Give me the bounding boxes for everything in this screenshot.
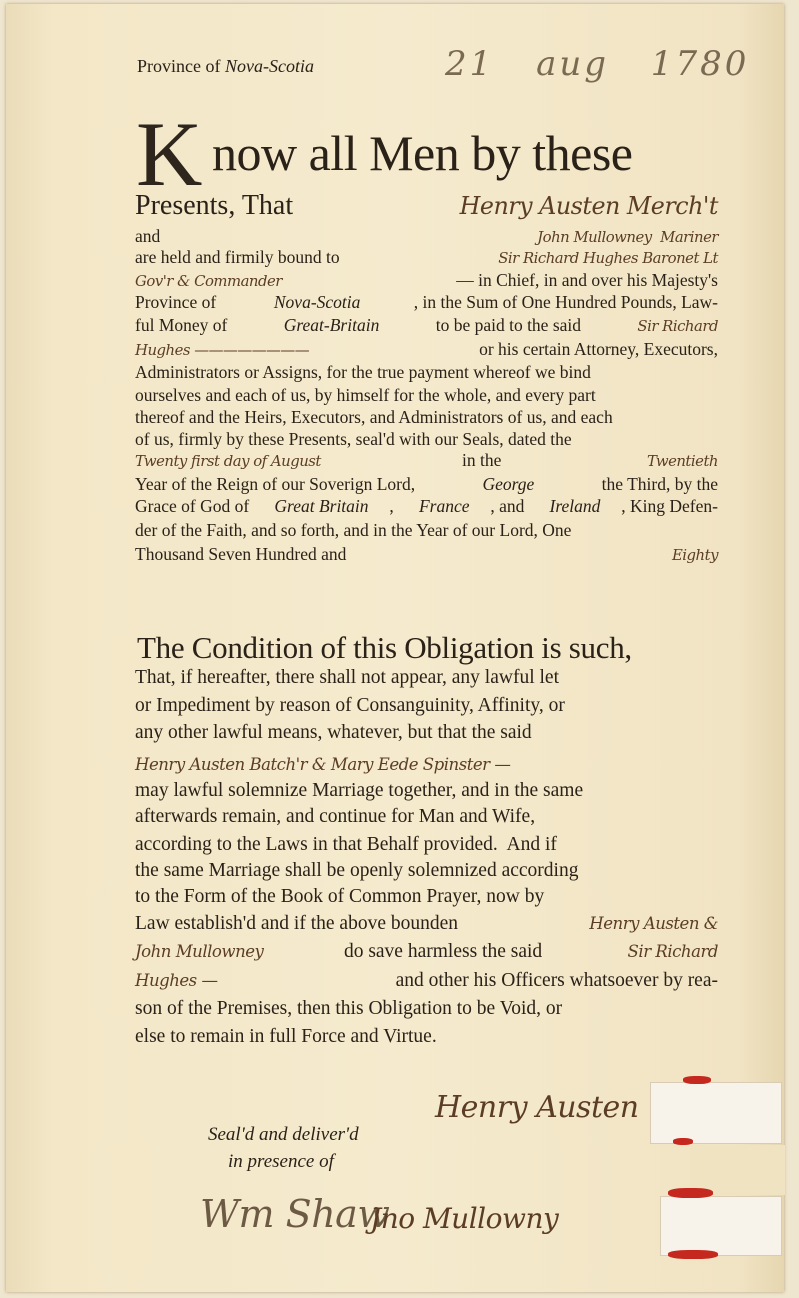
condition-heading: The Condition of this Obligation is such, [137, 630, 632, 665]
title-initial: K [136, 103, 203, 205]
printed-text: , King Defen- [621, 496, 718, 516]
handwritten-entry: Twenty first day of August [135, 452, 321, 470]
handwritten-entry: John Mullowney Mariner [537, 228, 718, 246]
printed-text: any other lawful means, whatever, but that the said [135, 722, 532, 743]
text-line [135, 292, 718, 313]
printed-text: the same Marriage shall be openly solemnized according [135, 860, 579, 881]
handwritten-entry: Eighty [671, 546, 718, 564]
province-header [137, 56, 314, 77]
text-line [135, 270, 718, 291]
printed-text: are held and firmily bound to [135, 247, 340, 267]
text-line [135, 755, 718, 774]
text-line [135, 806, 718, 828]
handwritten-entry: Hughes ———————— [135, 341, 310, 359]
handwritten-entry: Twentieth [646, 452, 718, 470]
printed-text: Thousand Seven Hundred and [135, 544, 351, 564]
printed-text: — in Chief, in and over his Majesty's [456, 270, 718, 290]
printed-text: do save harmless the said [343, 941, 548, 962]
printed-text: , [389, 496, 399, 516]
printed-text: and [135, 226, 165, 246]
handwritten-entry: Sir Richard [627, 942, 718, 961]
text-line [135, 339, 718, 360]
printed-text: of us, firmly by these Presents, seal'd with our Seals, dated the [135, 429, 572, 449]
text-line [135, 226, 718, 247]
text-line [135, 450, 718, 471]
handwritten-entry: Henry Austen & [589, 914, 718, 933]
printed-text: afterwards remain, and continue for Man and Wife, [135, 806, 536, 827]
handwritten-entry: Gov'r & Commander [135, 272, 282, 290]
signature-john-mullowny: Jno Mullowny [370, 1202, 559, 1235]
text-line [135, 496, 718, 517]
printed-text: Province of [135, 292, 221, 312]
text-line [135, 315, 718, 336]
text-line [135, 247, 718, 268]
signature-henry-austen: Henry Austen [435, 1090, 639, 1125]
italic-text: Ireland [549, 496, 601, 516]
printed-text: Administrators or Assigns, for the true payment whereof we bind [135, 362, 591, 382]
text-line [135, 834, 718, 856]
printed-text: in the [462, 450, 506, 470]
italic-text: George [482, 474, 535, 494]
italic-text: Nova-Scotia [273, 292, 361, 312]
text-line [135, 886, 718, 908]
sealed-delivered-label: Seal'd and deliver'd [208, 1124, 359, 1145]
handwritten-entry: Sir Richard [637, 317, 718, 335]
text-line [135, 544, 718, 565]
handwritten-entry: Henry Austen Merch't [459, 192, 718, 220]
witness-signature: Wm Shaw [200, 1192, 390, 1236]
text-line [135, 860, 718, 882]
printed-text: That, if hereafter, there shall not appear, any lawful let [135, 667, 559, 688]
province-name: Nova-Scotia [224, 56, 314, 76]
text-line [135, 970, 718, 992]
text-line [135, 1026, 718, 1048]
printed-text: and other his Officers whatsoever by rea- [395, 970, 718, 991]
text-line [135, 385, 718, 406]
text-line [135, 190, 718, 222]
printed-text: ful Money of [135, 315, 232, 335]
date-annotation: 21 aug 1780 [445, 44, 750, 84]
text-line [135, 407, 718, 428]
printed-text: to be paid to the said [431, 315, 586, 335]
printed-text: or his certain Attorney, Executors, [479, 339, 718, 359]
printed-text: Grace of God of [135, 496, 254, 516]
italic-text: Great Britain [274, 496, 369, 516]
text-line [135, 429, 718, 450]
handwritten-entry: Sir Richard Hughes Baronet Lt [498, 249, 718, 267]
text-line [135, 667, 718, 689]
printed-text: son of the Premises, then this Obligation to be Void, or [135, 998, 563, 1019]
printed-text: , in the Sum of One Hundred Pounds, Law- [413, 292, 718, 312]
text-line [135, 474, 718, 495]
text-line [135, 520, 718, 541]
printed-text: Presents, That [135, 190, 301, 221]
text-line [135, 998, 718, 1020]
text-line [135, 362, 718, 383]
printed-text: der of the Faith, and so forth, and in the Year of our Lord, One [135, 520, 572, 540]
text-line [135, 780, 718, 802]
printed-text: else to remain in full Force and Virtue. [135, 1026, 437, 1047]
printed-text: Law establish'd and if the above bounden [135, 913, 463, 934]
printed-text: or Impediment by reason of Consanguinity, Affinity, or [135, 695, 565, 716]
printed-text: Year of the Reign of our Soverign Lord, [135, 474, 420, 494]
text-line [135, 695, 718, 717]
italic-text: France [418, 496, 470, 516]
printed-text: , and [490, 496, 529, 516]
handwritten-entry: Hughes — [135, 971, 218, 990]
title-text: now all Men by these [212, 125, 633, 181]
printed-text: to the Form of the Book of Common Prayer, now by [135, 886, 545, 907]
printed-text: may lawful solemnize Marriage together, and in the same [135, 780, 584, 801]
presence-label: in presence of [228, 1151, 334, 1172]
italic-text: Great-Britain [283, 315, 380, 335]
printed-text: according to the Laws in that Behalf provided. And if [135, 834, 557, 855]
printed-text: thereof and the Heirs, Executors, and Administrators of us, and each [135, 407, 613, 427]
printed-text: ourselves and each of us, by himself for the whole, and every part [135, 385, 596, 405]
text-line [135, 941, 718, 963]
province-label: Province of [137, 56, 221, 76]
printed-text: the Third, by the [597, 474, 718, 494]
handwritten-entry: Henry Austen Batch'r & Mary Eede Spinster — [135, 755, 511, 774]
handwritten-entry: John Mullowney [135, 942, 264, 961]
text-line [135, 722, 718, 744]
text-line [135, 913, 718, 935]
